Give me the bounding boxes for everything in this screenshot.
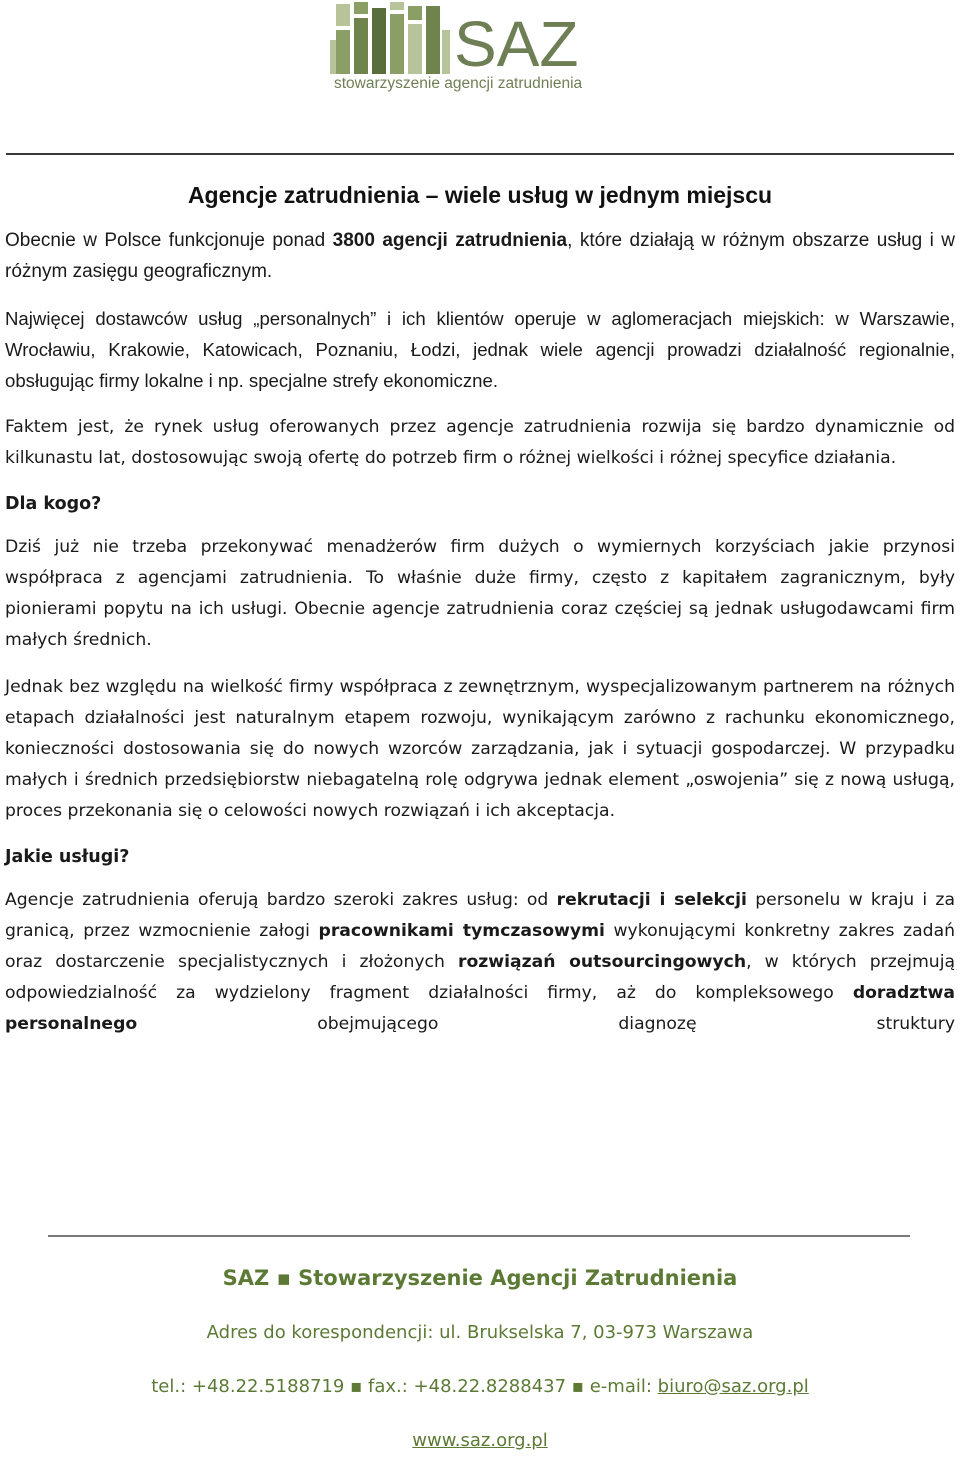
footer-address: Adres do korespondencji: ul. Brukselska 7, 03-973 Warszawa bbox=[206, 1322, 754, 1343]
saz-logo bbox=[330, 0, 630, 92]
paragraph-services bbox=[5, 885, 955, 1040]
bold-run: pracownikami tymczasowymi bbox=[318, 921, 605, 941]
footer-website-link[interactable]: www.saz.org.pl bbox=[412, 1430, 548, 1451]
footer-fax: fax.: +48.22.8288437 bbox=[368, 1376, 567, 1397]
footer-divider bbox=[48, 1235, 910, 1237]
footer-separator: ▪ bbox=[566, 1376, 590, 1397]
text-run: Agencje zatrudnienia oferują bardzo szeroki zakres usług: od bbox=[5, 890, 557, 910]
footer-tel: tel.: +48.22.5188719 bbox=[151, 1376, 345, 1397]
bold-run: rekrutacji i selekcji bbox=[556, 890, 747, 910]
text-run: personelu w kraju i za granicą, przez wzmocnienie załogi bbox=[5, 890, 955, 941]
footer-contact bbox=[0, 1376, 960, 1397]
logo-subtitle: stowarzyszenie agencji zatrudnienia bbox=[334, 75, 583, 92]
footer-email-link[interactable]: biuro@saz.org.pl bbox=[657, 1376, 809, 1397]
logo-acronym: SAZ bbox=[454, 8, 579, 80]
paragraph-cities: Najwięcej dostawców usług „personalnych” i ich klientów operuje w aglomeracjach miejskich: w Warszawie, Wrocławiu, Krakowie, Katowicach, Poznaniu, Łodzi, jednak wiele agencji prowadzi działalność regionalnie, obsługując firmy lokalne i np. specjalne strefy ekonomiczne. bbox=[5, 308, 955, 391]
paragraph-partner: Jednak bez względu na wielkość firmy współpraca z zewnętrznym, wyspecjalizowanym partnerem na różnych etapach działalności jest naturalnym etapem rozwoju, wynikającym zarówno z rachunku ekonomicznego, konieczności dostosowania się do nowych wzorców zarządzania, jak i sytuacji gospodarczej. W przypadku małych i średnich przedsiębiorstw niebagatelną rolę odgrywa jednak element „oswojenia” się z nową usługą, proces przekonania się o celowości nowych rozwiązań i ich akceptacja. bbox=[5, 677, 955, 821]
bold-run: 3800 agencji zatrudnienia bbox=[332, 230, 568, 251]
logo-bars bbox=[330, 2, 450, 74]
header-divider bbox=[6, 153, 954, 155]
text-run: Obecnie w Polsce funkcjonuje ponad bbox=[5, 230, 333, 251]
footer-email-label: e-mail: bbox=[589, 1376, 658, 1397]
text-run: wykonującymi konkretny zakres zadań oraz dostarczenie specjalistycznych i złożonych bbox=[5, 921, 956, 972]
text-run: , które działają w różnym obszarze usług i w różnym zasięgu geograficznym. bbox=[5, 230, 955, 282]
text-run: obejmującego diagnozę struktury bbox=[137, 1014, 955, 1034]
page-title: Agencje zatrudnienia – wiele usług w jednym miejscu bbox=[187, 182, 773, 208]
text-run: , w których przejmują odpowiedzialność za wydzielony fragment działalności firmy, aż do kompleksowego bbox=[5, 952, 956, 1003]
paragraph-who: Dziś już nie trzeba przekonywać menadżerów firm dużych o wymiernych korzyściach jakie przynosi współpraca z agencjami zatrudnienia. To właśnie duże firmy, często z kapitałem zagranicznym, były pionierami popytu na ich usługi. Obecnie agencje zatrudnienia coraz częściej są jednak usługodawcami firm małych średnich. bbox=[5, 537, 955, 650]
bold-run: doradztwa personalnego bbox=[5, 983, 955, 1034]
heading-services: Jakie usługi? bbox=[5, 847, 130, 867]
paragraph-market: Faktem jest, że rynek usług oferowanych przez agencje zatrudnienia rozwija się bardzo dynamicznie od kilkunastu lat, dostosowując swoją ofertę do potrzeb firm o różnej wielkości i różnej specyfice działania. bbox=[5, 417, 955, 468]
heading-who: Dla kogo? bbox=[5, 494, 102, 514]
footer-separator: ▪ bbox=[344, 1376, 369, 1397]
document-body bbox=[5, 182, 955, 1056]
footer-website bbox=[0, 1430, 960, 1451]
footer-org-name: SAZ ▪ Stowarzyszenie Agencji Zatrudnienia bbox=[222, 1266, 738, 1290]
paragraph-intro bbox=[5, 225, 955, 287]
page-header bbox=[0, 0, 960, 160]
bold-run: rozwiązań outsourcingowych bbox=[457, 952, 747, 972]
